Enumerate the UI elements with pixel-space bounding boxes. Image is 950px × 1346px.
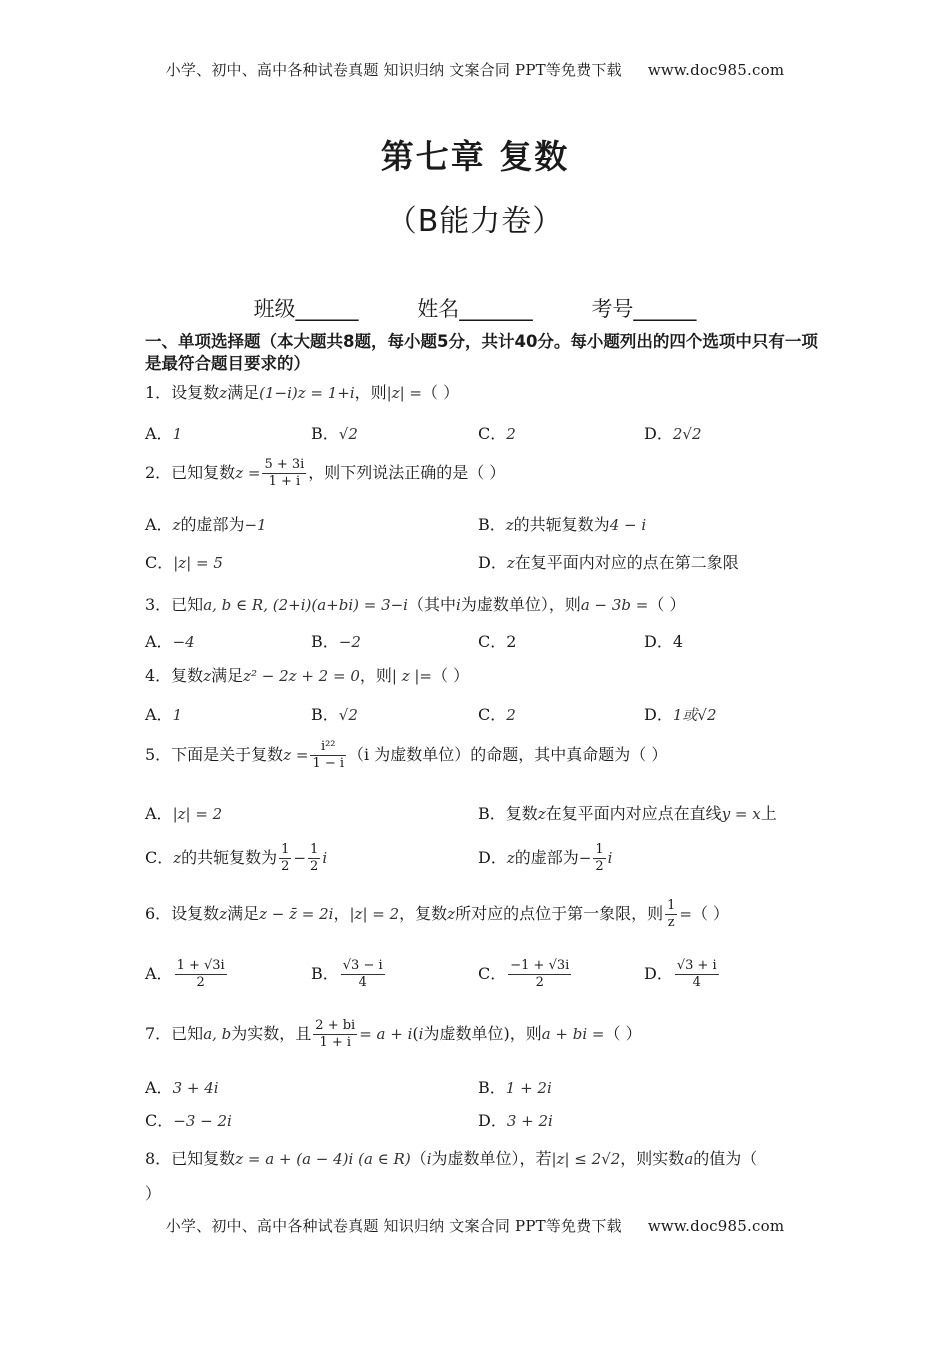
q6-text: ，复数 xyxy=(399,904,448,923)
q6-text: ， xyxy=(333,904,350,923)
option-label: B． xyxy=(478,515,506,534)
option-math: −1 xyxy=(244,516,267,534)
q2-option-d xyxy=(478,550,739,573)
option-math: i xyxy=(322,849,328,867)
q8-text: ，则实数 xyxy=(620,1149,685,1168)
question-3 xyxy=(145,592,685,615)
fraction-denominator: 4 xyxy=(358,975,367,990)
q2-fraction xyxy=(262,457,306,490)
footer-site: www.doc985.com xyxy=(647,1217,785,1235)
option-label: A． xyxy=(145,705,173,724)
option-label: A． xyxy=(145,964,173,983)
q5-fraction xyxy=(310,739,346,772)
option-label: D． xyxy=(644,964,673,983)
class-field: 班级______ xyxy=(253,297,359,321)
q5-option-a xyxy=(145,801,222,824)
q1-text: ，则 xyxy=(354,383,387,402)
name-field: 姓名_______ xyxy=(417,297,533,321)
q8-math: z = a + (a − 4)i (a ∈ R) xyxy=(235,1150,411,1168)
q3-text: （其中 xyxy=(407,595,456,614)
question-1 xyxy=(145,380,459,403)
q6-math: z xyxy=(447,905,456,923)
q2-option-b xyxy=(478,512,646,535)
option-math: z xyxy=(505,516,514,534)
fraction-denominator: 1 + i xyxy=(319,1035,352,1050)
q4-math: | z |= xyxy=(391,667,433,685)
fraction-numerator: 1 xyxy=(667,898,676,913)
q6-math: = xyxy=(679,905,692,923)
option-text: 在复平面内对应的点在第二象限 xyxy=(514,553,739,572)
q6-text: （ ） xyxy=(691,904,730,923)
q1-option-c xyxy=(478,421,516,444)
fraction-numerator: −1 + √3i xyxy=(510,958,570,973)
q1-option-a xyxy=(145,421,182,444)
page-footer xyxy=(0,1215,950,1236)
fraction-denominator: 2 xyxy=(281,859,290,874)
q3-math: a, b ∈ R, (2+i)(a+bi) = 3−i xyxy=(203,596,408,614)
q4-option-c xyxy=(478,702,516,725)
fraction-denominator: 4 xyxy=(692,975,701,990)
option-label: B． xyxy=(311,632,339,651)
q2-math: z = xyxy=(235,464,261,482)
q3-text: （ ） xyxy=(648,595,686,614)
q4-text: （ ） xyxy=(432,666,470,685)
question-6 xyxy=(145,898,729,931)
q4-text: ，则 xyxy=(359,666,392,685)
q3-option-b xyxy=(311,629,361,652)
option-fraction xyxy=(279,842,291,875)
option-fraction xyxy=(341,958,385,991)
option-label: D． xyxy=(478,553,507,572)
option-math: 1或√2 xyxy=(672,706,717,724)
student-info xyxy=(0,293,950,323)
option-label: D． xyxy=(644,424,673,443)
q7-option-a xyxy=(145,1075,219,1098)
q6-option-c xyxy=(478,958,573,991)
fraction-denominator: 2 xyxy=(535,975,544,990)
q4-math: z xyxy=(203,667,212,685)
q3-text: 3．已知 xyxy=(145,595,204,614)
option-math: i xyxy=(607,849,613,867)
q7-text: ( xyxy=(412,1024,419,1043)
option-text: 的虚部为 xyxy=(180,515,245,534)
option-label: C． xyxy=(478,424,507,443)
option-math: z xyxy=(173,849,182,867)
q4-option-a xyxy=(145,702,182,725)
q8-math: i xyxy=(426,1150,432,1168)
option-math: z xyxy=(506,849,515,867)
option-label: C． xyxy=(145,553,174,572)
option-label: B．复数 xyxy=(478,804,538,823)
option-math: 2 xyxy=(506,706,516,724)
q7-math: = a + i xyxy=(359,1025,413,1043)
chapter-title: 第七章 复数 xyxy=(380,137,570,176)
q7-text: 为实数，且 xyxy=(231,1024,312,1043)
q1-text: 1．设复数 xyxy=(145,383,220,402)
option-label: A． xyxy=(145,1078,173,1097)
header-text: 小学、初中、高中各种试卷真题 知识归纳 文案合同 PPT等免费下载 xyxy=(165,61,622,79)
q7-text: 为虚数单位)，则 xyxy=(423,1024,542,1043)
q8-text: 的值为（ xyxy=(693,1149,758,1168)
option-math: 4 − i xyxy=(609,516,647,534)
q8-math: a xyxy=(684,1150,694,1168)
q8-text: 8．已知复数 xyxy=(145,1149,236,1168)
question-8 xyxy=(145,1146,757,1169)
option-text: 的虚部为 xyxy=(514,848,579,867)
question-8-continued: ） xyxy=(145,1184,162,1203)
q2-option-a xyxy=(145,512,267,535)
option-fraction xyxy=(308,842,320,875)
option-label: C．2 xyxy=(478,632,517,651)
q8-text: 为虚数单位），若 xyxy=(431,1149,552,1168)
question-7 xyxy=(145,1018,642,1051)
option-fraction xyxy=(508,958,571,991)
option-text: 上 xyxy=(760,804,777,823)
option-text: 的共轭复数为 xyxy=(513,515,610,534)
fraction-denominator: 1 − i xyxy=(312,756,345,771)
q4-text: 4．复数 xyxy=(145,666,204,685)
fraction-denominator: 2 xyxy=(196,975,205,990)
option-math: − xyxy=(293,849,307,867)
q2-option-c xyxy=(145,550,223,573)
option-label: A． xyxy=(145,632,173,651)
option-label: B． xyxy=(478,1078,506,1097)
q8-math: |z| ≤ 2√2 xyxy=(551,1150,621,1168)
q1-text: 满足 xyxy=(227,383,260,402)
id-field: 考号______ xyxy=(591,297,697,321)
q1-math: (1−i)z = 1+i xyxy=(259,384,355,402)
footer-text: 小学、初中、高中各种试卷真题 知识归纳 文案合同 PPT等免费下载 xyxy=(165,1217,622,1235)
q4-option-d xyxy=(644,702,717,725)
q7-option-d xyxy=(478,1108,553,1131)
option-math: 1 + 2i xyxy=(505,1079,552,1097)
fraction-numerator: 1 xyxy=(310,842,319,857)
option-math: −4 xyxy=(172,633,195,651)
q3-option-a xyxy=(145,629,195,652)
q8-text: （ xyxy=(410,1149,427,1168)
q6-text: 满足 xyxy=(227,904,260,923)
q7-option-b xyxy=(478,1075,552,1098)
option-label: B． xyxy=(311,424,339,443)
q6-math: z xyxy=(219,905,228,923)
option-math: − xyxy=(578,849,592,867)
q3-option-d xyxy=(644,629,683,652)
q5-text: （i 为虚数单位）的命题，其中真命题为（ ） xyxy=(348,745,668,764)
option-math: √2 xyxy=(338,425,358,443)
q7-math: a + bi = xyxy=(541,1025,605,1043)
q1-option-d xyxy=(644,421,702,444)
q6-fraction xyxy=(665,898,677,931)
q7-option-c xyxy=(145,1108,232,1131)
option-math: z xyxy=(506,554,515,572)
q6-text: 6．设复数 xyxy=(145,904,220,923)
q3-math: a − 3b = xyxy=(580,596,649,614)
q4-option-b xyxy=(311,702,358,725)
option-label: C． xyxy=(478,705,507,724)
option-label: A． xyxy=(145,424,173,443)
option-label: C． xyxy=(145,1111,174,1130)
option-text: 在复平面内对应点在直线 xyxy=(545,804,722,823)
q6-option-d xyxy=(644,958,721,991)
q6-math: |z| = 2 xyxy=(349,905,400,923)
fraction-numerator: 1 xyxy=(595,842,604,857)
q5-math: z = xyxy=(283,746,309,764)
question-2 xyxy=(145,457,505,490)
q7-text: 7．已知 xyxy=(145,1024,204,1043)
q1-text: （ ） xyxy=(422,383,460,402)
option-math: 2√2 xyxy=(672,425,702,443)
q4-text: 满足 xyxy=(211,666,244,685)
fraction-numerator: √3 − i xyxy=(342,958,383,973)
option-label: C． xyxy=(145,848,174,867)
q5-text: 5．下面是关于复数 xyxy=(145,745,284,764)
fraction-numerator: 5 + 3i xyxy=(264,457,305,472)
q1-option-b xyxy=(311,421,358,444)
q7-text: （ ） xyxy=(604,1024,642,1043)
fraction-denominator: 1 + i xyxy=(268,474,301,489)
fraction-denominator: 2 xyxy=(595,859,604,874)
fraction-numerator: 1 + √3i xyxy=(176,958,225,973)
option-label: A． xyxy=(145,804,173,823)
fraction-numerator: 1 xyxy=(281,842,290,857)
option-text: 的共轭复数为 xyxy=(181,848,278,867)
q6-math: z − z̄ = 2i xyxy=(259,905,334,923)
q5-option-c xyxy=(145,842,327,875)
page-header xyxy=(0,59,950,80)
q7-fraction xyxy=(313,1018,357,1051)
q1-math: |z| = xyxy=(386,384,423,402)
fraction-denominator: 2 xyxy=(310,859,319,874)
q2-text: 2．已知复数 xyxy=(145,463,236,482)
option-math: 3 + 4i xyxy=(172,1079,219,1097)
option-label: D． xyxy=(478,1111,507,1130)
option-fraction xyxy=(593,842,605,875)
q6-text: 所对应的点位于第一象限，则 xyxy=(455,904,664,923)
option-label: B． xyxy=(311,705,339,724)
paper-subtitle: （B能力卷） xyxy=(386,204,564,239)
option-math: z xyxy=(172,516,181,534)
option-label: A． xyxy=(145,515,173,534)
question-4 xyxy=(145,663,469,686)
option-label: C． xyxy=(478,964,507,983)
fraction-numerator: 2 + bi xyxy=(315,1018,356,1033)
option-label: B． xyxy=(311,964,339,983)
q3-text: 为虚数单位），则 xyxy=(460,595,581,614)
q6-option-a xyxy=(145,958,229,991)
q5-option-d xyxy=(478,842,612,875)
q5-option-b xyxy=(478,801,777,824)
option-math: |z| = 2 xyxy=(172,805,223,823)
option-math: y = x xyxy=(721,805,761,823)
q7-math: a, b xyxy=(203,1025,232,1043)
q1-math: z xyxy=(219,384,228,402)
option-math: −2 xyxy=(338,633,361,651)
header-site: www.doc985.com xyxy=(647,61,785,79)
fraction-denominator: z xyxy=(667,915,675,930)
q4-math: z² − 2z + 2 = 0 xyxy=(243,667,360,685)
q2-text: ，则下列说法正确的是（ ） xyxy=(308,463,506,482)
option-math: z xyxy=(537,805,546,823)
option-fraction xyxy=(175,958,227,991)
option-math: 1 xyxy=(172,425,183,443)
question-5 xyxy=(145,739,667,772)
option-math: 3 + 2i xyxy=(506,1112,553,1130)
q3-math: i xyxy=(456,596,461,614)
option-fraction xyxy=(675,958,719,991)
option-math: 2 xyxy=(506,425,516,443)
q6-option-b xyxy=(311,958,387,991)
option-label: D． xyxy=(644,705,673,724)
fraction-numerator: i²² xyxy=(310,739,346,756)
section-heading: 一、单项选择题（本大题共8题，每小题5分，共计40分。每小题列出的四个选项中只有一项是最符合题目要求的） xyxy=(145,332,818,373)
option-label: D．4 xyxy=(644,632,684,651)
option-label: D． xyxy=(478,848,507,867)
q7-math: i xyxy=(418,1025,424,1043)
fraction-numerator: √3 + i xyxy=(676,958,717,973)
option-math: |z| = 5 xyxy=(173,554,223,572)
option-math: −3 − 2i xyxy=(173,1112,232,1130)
option-math: √2 xyxy=(338,706,358,724)
q3-option-c xyxy=(478,629,516,652)
option-math: 1 xyxy=(172,706,183,724)
